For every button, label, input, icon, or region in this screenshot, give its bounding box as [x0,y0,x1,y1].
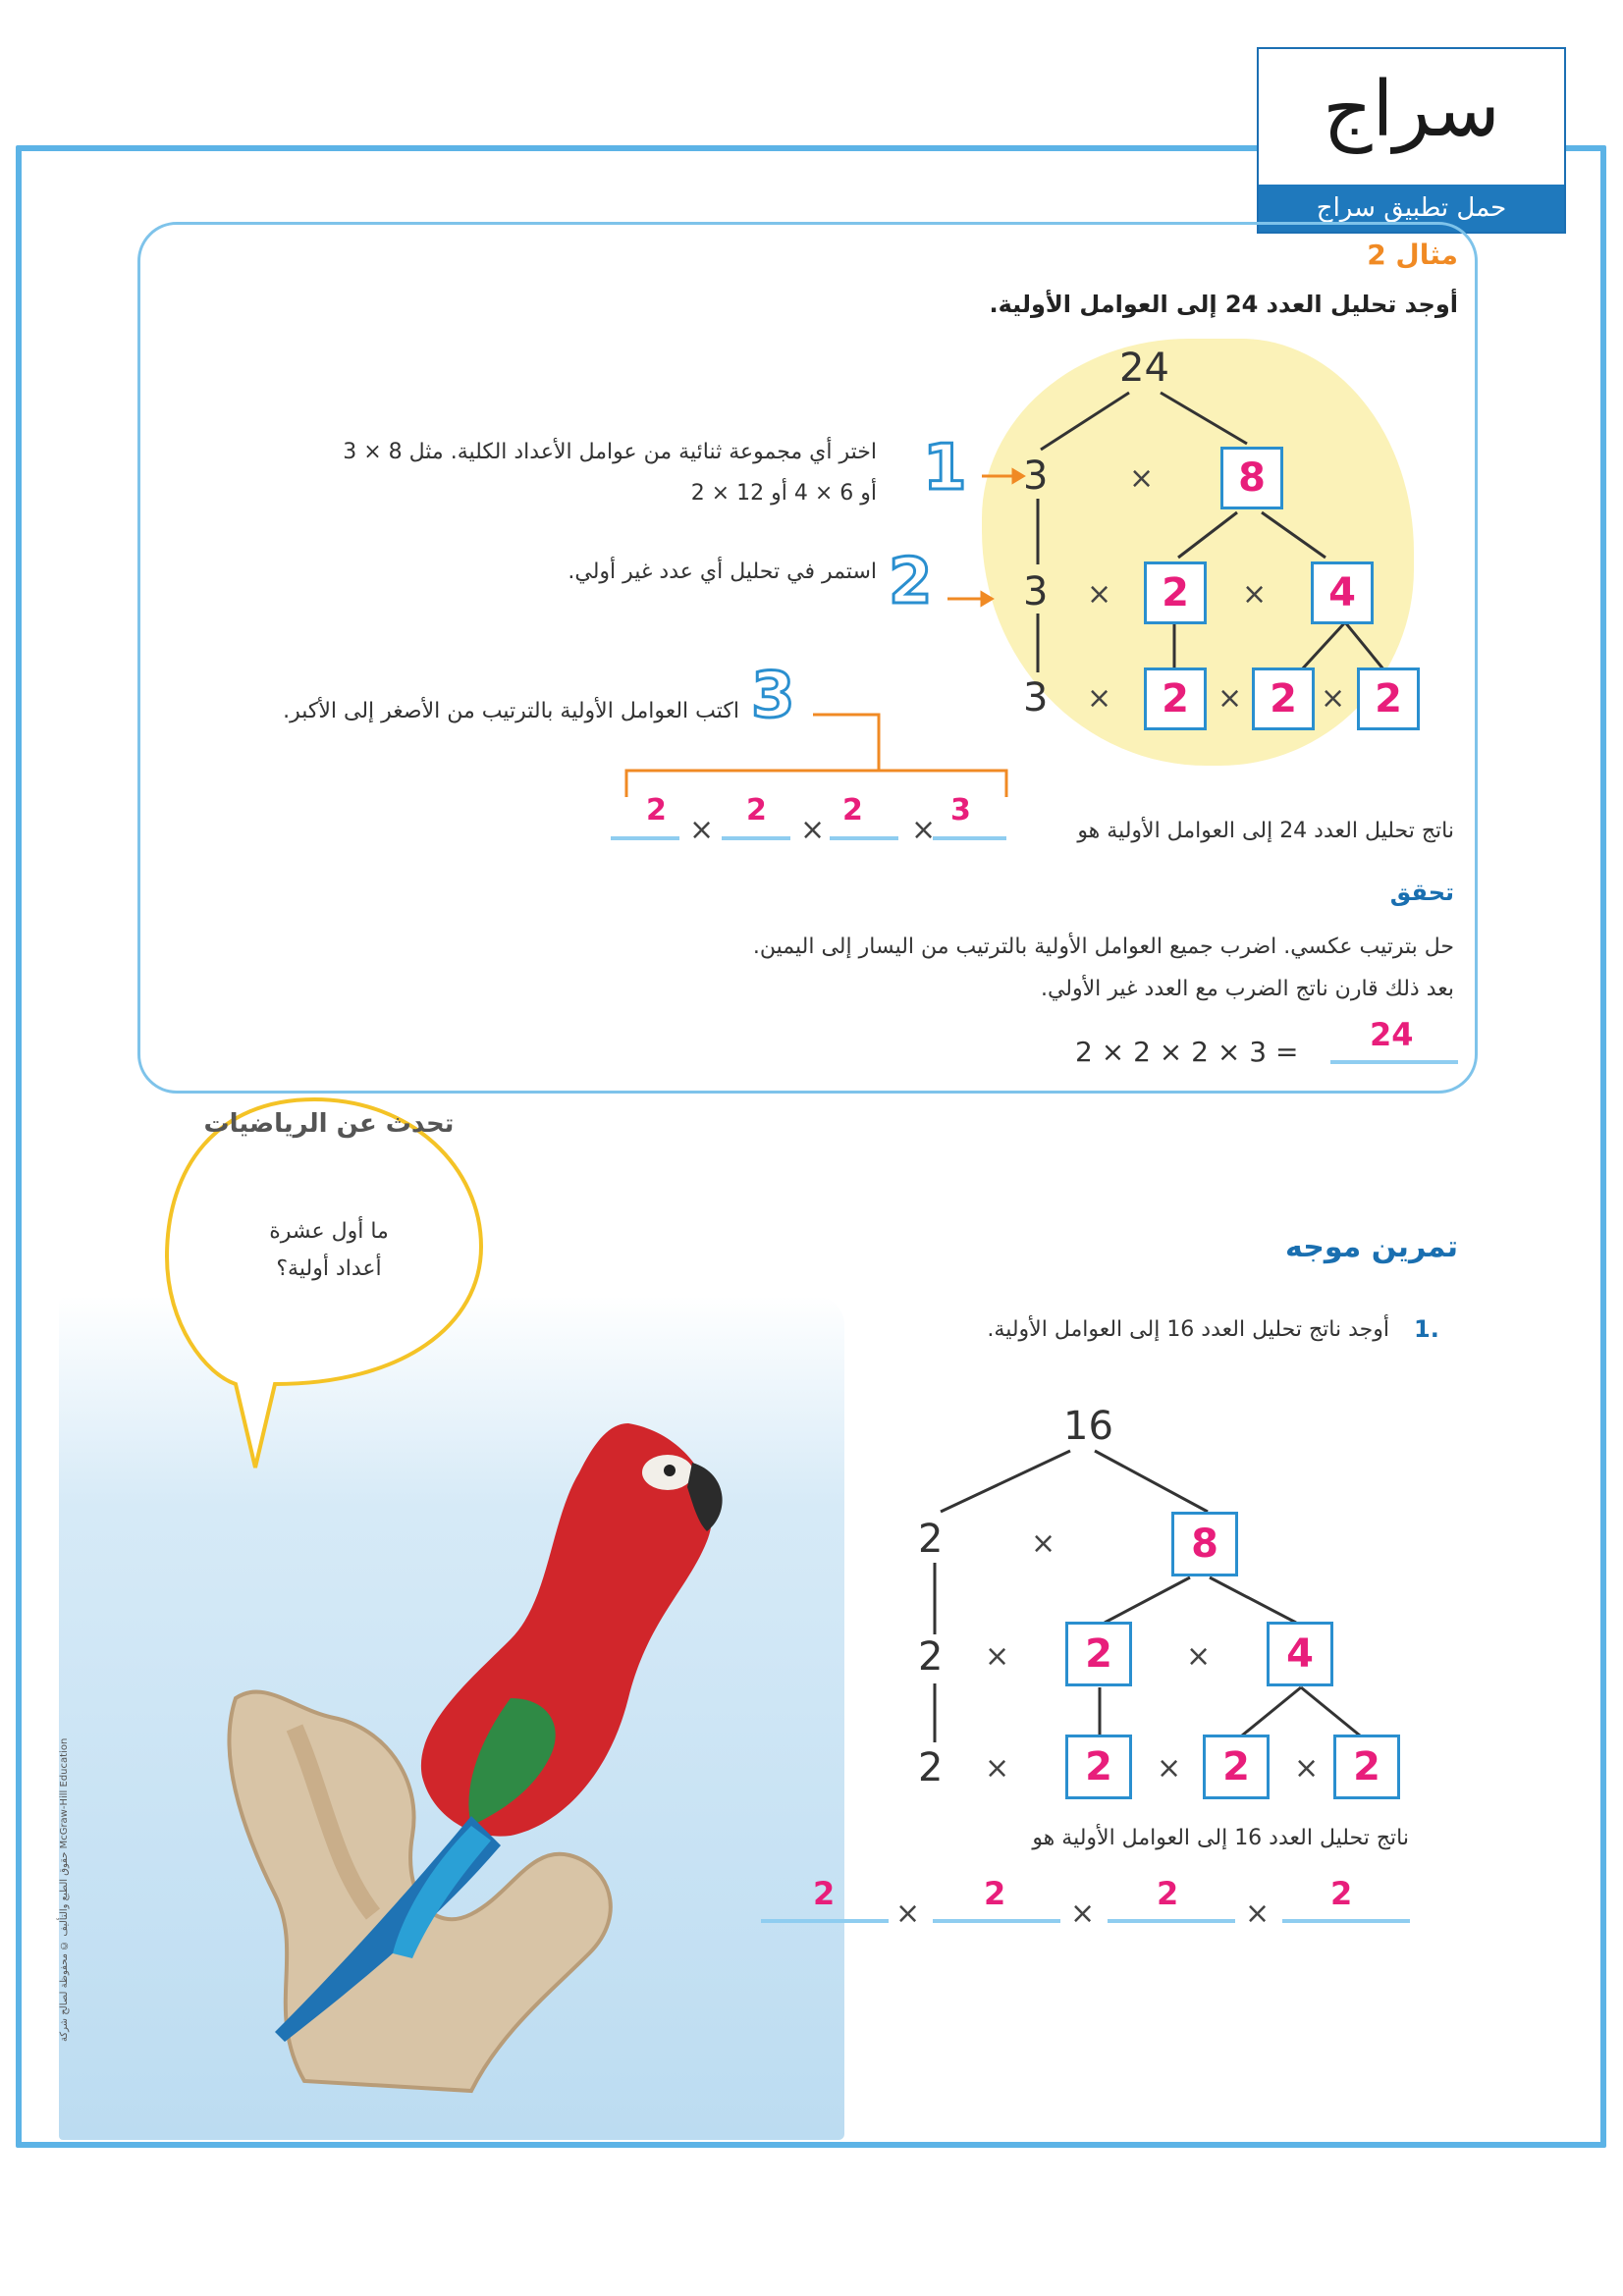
guided-times-b: × [1070,1896,1096,1931]
tree24-box-r2-1: 2 [1144,561,1207,624]
logo-mark: سراج [1323,66,1500,154]
guided-question: أوجد ناتج تحليل العدد 16 إلى العوامل الأولية. [987,1317,1389,1342]
guided-answer-4: 2 [813,1875,836,1912]
tree16-root: 16 [1063,1404,1113,1449]
step-number-3: 3 [751,660,795,732]
tree16-box-r3-2: 2 [1203,1735,1270,1799]
tree16-times-5: × [1157,1751,1182,1786]
tree24-root: 24 [1119,346,1169,391]
example-times-b: × [800,813,826,847]
guided-blank-3[interactable] [933,1919,1060,1923]
guided-title: تمرين موجه [1285,1230,1458,1264]
tree24-box-8: 8 [1220,447,1283,509]
check-line-1: حل بترتيب عكسي. اضرب جميع العوامل الأولية بالترتيب من اليسار إلى اليمين. [752,934,1454,959]
example-result-label: ناتج تحليل العدد 24 إلى العوامل الأولية هو [1077,819,1454,843]
step-number-1: 1 [923,432,967,505]
check-equation: 2 × 2 × 2 × 3 = [1075,1036,1299,1068]
step2-text: استمر في تحليل أي عدد غير أولي. [568,560,877,584]
step-number-2: 2 [889,546,933,618]
logo-tagline: حمل تطبيق سراج [1259,185,1564,232]
guided-answer-2: 2 [1157,1875,1179,1912]
step3-text: اكتب العوامل الأولية بالترتيب من الأصغر إلى الأكبر. [283,699,739,723]
example-answer-2: 2 [842,793,863,828]
guided-item-number: 1. [1414,1315,1439,1343]
tree24-left-2: 3 [1023,569,1049,614]
guided-answer-1: 2 [1330,1875,1353,1912]
tree16-times-4: × [985,1751,1010,1786]
tree24-times-6: × [1321,681,1346,716]
bubble-line-1: ما أول عشرة [269,1219,389,1244]
guided-blank-2[interactable] [1108,1919,1235,1923]
tree16-left-3: 2 [918,1745,944,1790]
bubble-header: تحدث عن الرياضيات [203,1109,455,1139]
tree16-box-r3-1: 2 [1065,1735,1132,1799]
check-title: تحقق [1389,879,1454,906]
example-answer-1: 3 [950,793,971,828]
tree16-times-3: × [1186,1639,1212,1674]
tree24-box-r3-2: 2 [1252,667,1315,730]
guided-blank-1[interactable] [1282,1919,1410,1923]
tree16-times-1: × [1031,1526,1056,1561]
tree16-box-8: 8 [1171,1512,1238,1576]
check-answer: 24 [1370,1016,1414,1053]
tree16-times-6: × [1294,1751,1320,1786]
guided-result-label: ناتج تحليل العدد 16 إلى العوامل الأولية هو [1032,1826,1409,1850]
tree24-box-r3-1: 2 [1144,667,1207,730]
tree16-box-r3-3: 2 [1333,1735,1400,1799]
tree16-left-1: 2 [918,1517,944,1562]
guided-times-a: × [1245,1896,1271,1931]
copyright-note: حقوق الطبع والتأليف © محفوظة لصالح شركة McGraw-Hill Education [59,1737,70,2042]
example-times-a: × [911,813,937,847]
tree24-times-1: × [1129,461,1155,496]
tree24-times-3: × [1242,577,1268,612]
step1-text-line2: أو 6 × 4 أو 12 × 2 [690,481,877,506]
guided-answer-3: 2 [984,1875,1006,1912]
example-answer-4: 2 [646,793,667,828]
tree24-times-4: × [1087,681,1112,716]
example-times-c: × [689,813,715,847]
guided-times-c: × [895,1896,921,1931]
step1-text-line1: اختر أي مجموعة ثنائية من عوامل الأعداد الكلية. مثل 8 × 3 [343,440,877,464]
example-answer-3: 2 [746,793,767,828]
tree16-box-r2-2: 4 [1267,1622,1333,1686]
tree24-box-r3-3: 2 [1357,667,1420,730]
tree16-times-2: × [985,1639,1010,1674]
tree16-left-2: 2 [918,1634,944,1680]
tree24-left-3: 3 [1023,675,1049,721]
tree16-box-r2-1: 2 [1065,1622,1132,1686]
example-question: أوجد تحليل العدد 24 إلى العوامل الأولية. [989,291,1458,318]
bubble-line-2: أعداد أولية؟ [276,1256,382,1281]
example-title: مثال 2 [1367,239,1458,271]
tree24-times-5: × [1217,681,1243,716]
tree24-left-1: 3 [1023,454,1049,499]
tree24-times-2: × [1087,577,1112,612]
guided-blank-4[interactable] [761,1919,889,1923]
check-line-2: بعد ذلك قارن ناتج الضرب مع العدد غير الأولي. [1040,977,1454,1001]
tree24-box-r2-2: 4 [1311,561,1374,624]
